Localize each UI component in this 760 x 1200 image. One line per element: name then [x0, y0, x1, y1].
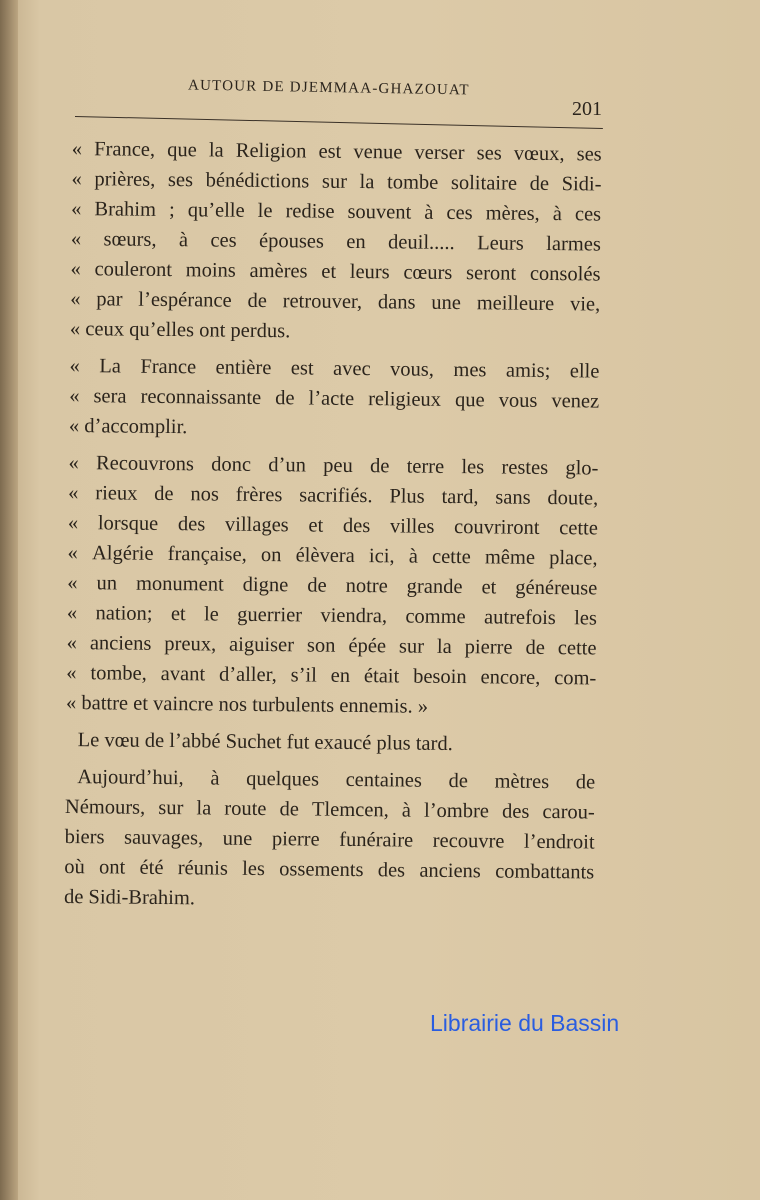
- paragraph: [69, 351, 600, 447]
- text-line: Aujourd’hui, à quelques centaines de mètres de: [77, 766, 596, 794]
- text-line: « sera reconnaissante de l’acte religieux que vous venez: [69, 384, 600, 413]
- text-line: « Brahim ; qu’elle le redise souvent à ces mères, à ces: [71, 197, 602, 226]
- text-line: « par l’espérance de retrouver, dans une meilleure vie,: [70, 287, 601, 316]
- text-line: « d’accomplir.: [68, 414, 188, 439]
- text-line: « France, que la Religion est venue verser ses vœux, ses: [71, 137, 602, 166]
- paragraph: [66, 448, 599, 724]
- header-rule: [75, 116, 603, 129]
- text-line: « prières, ses bénédictions sur la tombe solitaire de Sidi-: [71, 167, 602, 196]
- text-line: « couleront moins amères et leurs cœurs seront consolés: [70, 257, 601, 286]
- text-line: Le vœu de l’abbé Suchet fut exaucé plus tard.: [77, 729, 453, 756]
- page-gutter-shadow: [0, 0, 18, 1200]
- text-line: « anciens preux, aiguiser son épée sur la pierre de cette: [66, 631, 597, 660]
- paragraph: [65, 725, 595, 761]
- text-line: « Algérie française, on élèvera ici, à cette même place,: [67, 541, 598, 570]
- text-line: « tombe, avant d’aller, s’il en était besoin encore, com-: [66, 661, 597, 690]
- body-text: [64, 134, 602, 925]
- text-line: biers sauvages, une pierre funéraire recouvre l’endroit: [64, 825, 595, 854]
- running-header: AUTOUR DE DJEMMAA-GHAZOUAT: [187, 77, 470, 99]
- text-line: « battre et vaincre nos turbulents ennemis. »: [65, 691, 429, 718]
- text-line: « sœurs, à ces épouses en deuil..... Leurs larmes: [70, 227, 601, 256]
- watermark: Librairie du Bassin: [430, 1010, 620, 1036]
- text-line: « Recouvrons donc d’un peu de terre les restes glo-: [68, 451, 599, 480]
- text-line: « rieux de nos frères sacrifiés. Plus tard, sans doute,: [68, 481, 599, 510]
- paragraph: [70, 134, 602, 350]
- text-line: où ont été réunis les ossements des anciens combattants: [64, 855, 595, 884]
- text-line: « nation; et le guerrier viendra, comme autrefois les: [66, 601, 598, 630]
- text-line: « La France entière est avec vous, mes amis; elle: [69, 354, 600, 383]
- text-line: « ceux qu’elles ont perdus.: [69, 317, 291, 343]
- text-line: Némours, sur la route de Tlemcen, à l’ombre des carou-: [64, 795, 595, 824]
- text-line: « lorsque des villages et des villes couvriront cette: [67, 511, 598, 540]
- page-number: 201: [572, 98, 602, 120]
- text-line: de Sidi-Brahim.: [63, 885, 196, 910]
- paragraph: [64, 762, 596, 918]
- text-line: « un monument digne de notre grande et généreuse: [67, 571, 598, 600]
